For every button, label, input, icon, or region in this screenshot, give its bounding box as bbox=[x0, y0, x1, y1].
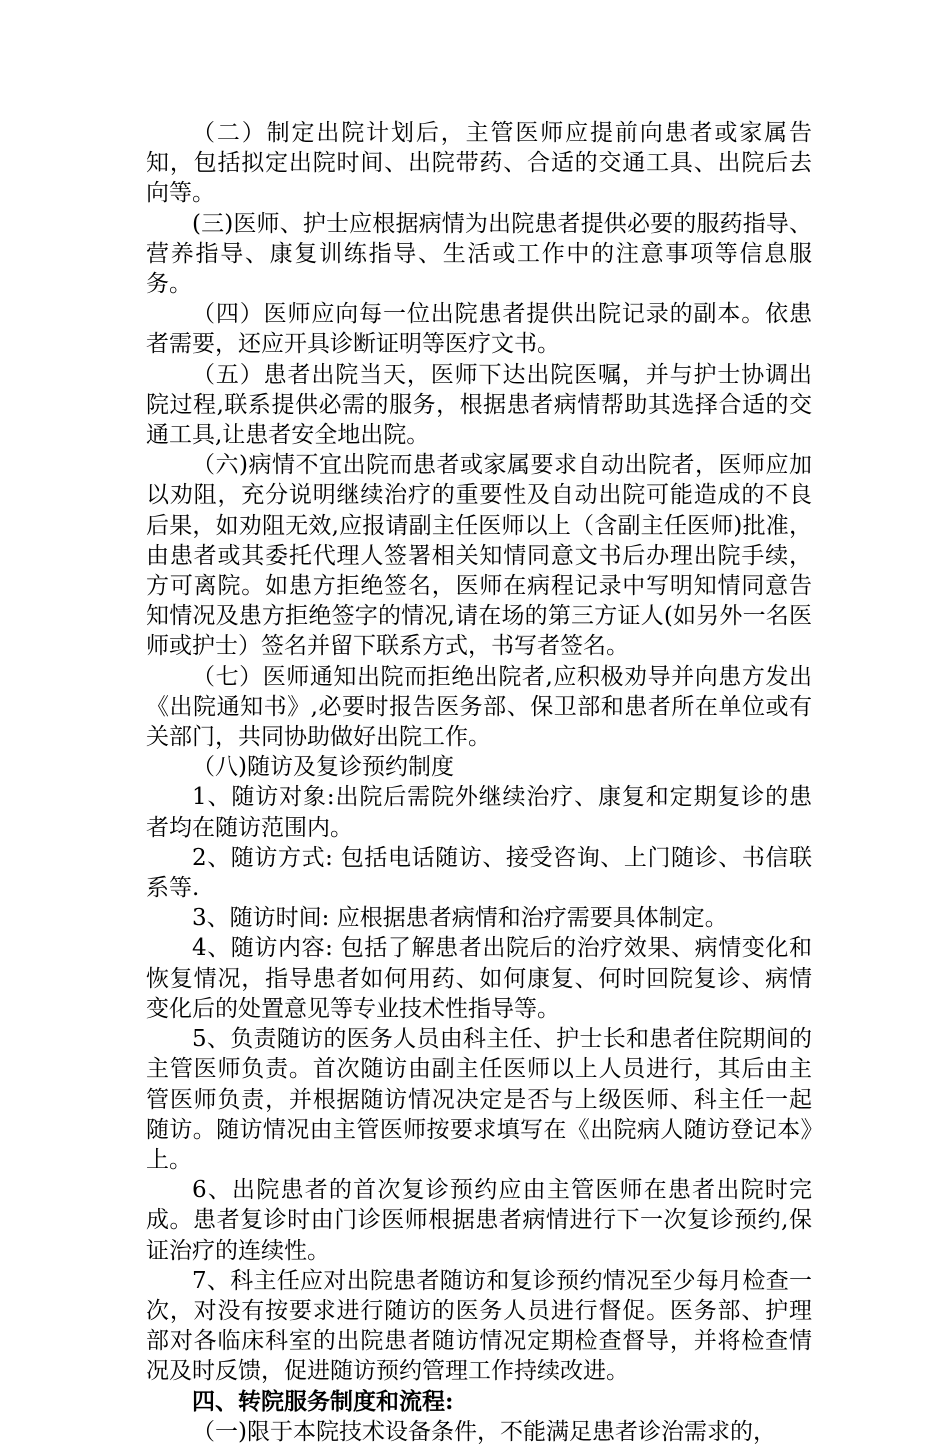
section-heading-transfer: 四、转院服务制度和流程: bbox=[192, 1387, 454, 1415]
paragraph-discharge-plan-notice: （二）制定出院计划后，主管医师应提前向患者或家属告知，包括拟定出院时间、出院带药、合适的交通工具、出院后去向等。 bbox=[146, 120, 812, 207]
paragraph-discharge-record-copy: （四）医师应向每一位出院患者提供出院记录的副本。依患者需要，还应开具诊断证明等医疗文书。 bbox=[146, 301, 812, 358]
paragraph-followup-staff: 5、负责随访的医务人员由科主任、护士长和患者住院期间的主管医师负责。首次随访由副主任医师以上人员进行，其后由主管医师负责，并根据随访情况决定是否与上级医师、科主任一起随访。随访情况由主管医师按要求填写在《出院病人随访登记本》上。 bbox=[146, 1026, 812, 1173]
paragraph-first-revisit: 6、出院患者的首次复诊预约应由主管医师在患者出院时完成。患者复诊时由门诊医师根据患者病情进行下一次复诊预约,保证治疗的连续性。 bbox=[146, 1177, 812, 1264]
paragraph-followup-content: 4、随访内容: 包括了解患者出院后的治疗效果、病情变化和恢复情况，指导患者如何用药、如何康复、何时回院复诊、病情变化后的处置意见等专业技术性指导等。 bbox=[146, 935, 812, 1022]
paragraph-followup-method: 2、随访方式: 包括电话随访、接受咨询、上门随诊、书信联系等. bbox=[146, 844, 812, 902]
paragraph-followup-title: （八)随访及复诊预约制度 bbox=[192, 754, 454, 781]
paragraph-followup-time: 3、随访时间: 应根据患者病情和治疗需要具体制定。 bbox=[192, 905, 728, 932]
document-body bbox=[146, 118, 812, 1447]
paragraph-voluntary-discharge: （六)病情不宜出院而患者或家属要求自动出院者，医师应加以劝阻，充分说明继续治疗的重要性及自动出院可能造成的不良后果，如劝阻无效,应报请副主任医师以上（含副主任医师)批准，由患者或其委托代理人签署相关知情同意文书后办理出院手续，方可离院。如患方拒绝签名，医师在病程记录中写明知情同意告知情况及患方拒绝签字的情况,请在场的第三方证人(如另外一名医师或护士）签名并留下联系方式，书写者签名。 bbox=[146, 452, 812, 660]
paragraph-monthly-check: 7、科主任应对出院患者随访和复诊预约情况至少每月检查一次，对没有按要求进行随访的医务人员进行督促。医务部、护理部对各临床科室的出院患者随访情况定期检查督导，并将检查情况及时反馈，促进随访预约管理工作持续改进。 bbox=[146, 1267, 812, 1385]
paragraph-discharge-guidance: (三)医师、护士应根据病情为出院患者提供必要的服药指导、营养指导、康复训练指导、生活或工作中的注意事项等信息服务。 bbox=[146, 210, 812, 298]
paragraph-followup-target: 1、随访对象:出院后需院外继续治疗、康复和定期复诊的患者均在随访范围内。 bbox=[146, 784, 812, 841]
paragraph-transfer-first: （一)限于本院技术设备条件，不能满足患者诊治需求的， bbox=[192, 1418, 776, 1445]
paragraph-refuse-discharge: （七）医师通知出院而拒绝出院者,应积极劝导并向患方发出《出院通知书》,必要时报告医务部、保卫部和患者所在单位或有关部门，共同协助做好出院工作。 bbox=[146, 663, 812, 751]
paragraph-discharge-day: （五）患者出院当天，医师下达出院医嘱，并与护士协调出院过程,联系提供必需的服务，根据患者病情帮助其选择合适的交通工具,让患者安全地出院。 bbox=[146, 361, 812, 449]
